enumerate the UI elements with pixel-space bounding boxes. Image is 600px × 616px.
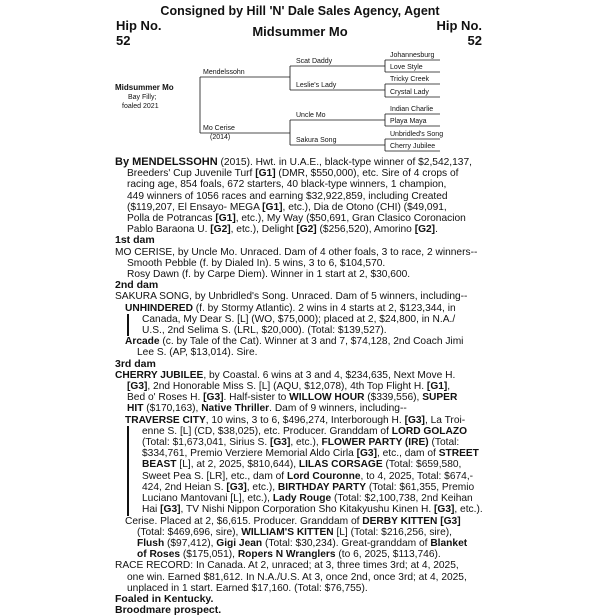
catalog-body — [115, 157, 485, 616]
second-dam-heading: 2nd dam — [115, 279, 159, 292]
grade-badge: [G3] — [356, 448, 377, 460]
horse-name: Blanket — [430, 537, 468, 549]
third-dam-text: (Total: $469,696, sire), — [137, 526, 242, 538]
horse-name: FLOWER PARTY (IRE) — [321, 437, 429, 449]
grade-badge: [G1] — [255, 168, 276, 180]
grade-badge: [G3] — [127, 381, 148, 393]
third-dam-text: (Total: $61,355, Premio — [366, 481, 475, 493]
horse-name: WILLOW HOUR — [289, 392, 365, 404]
race-record: one win. Earned $81,612. In N.A./U.S. At 3, once 2nd, once 3rd; at 4, 2025, — [127, 571, 467, 583]
horse-name: Arcade — [125, 336, 160, 348]
third-dam-text: , 10 wins, 3 to 6, $496,274, Interborough H. — [205, 414, 405, 426]
third-dam-text: [L] (Total: $216,256, sire), — [333, 526, 452, 538]
broodmare-prospect: Broodmare prospect. — [115, 604, 222, 616]
third-dam-text: (Total: $1,673,041, Sirius S. — [142, 437, 270, 449]
consigner-line: Consigned by Hill 'N' Dale Sales Agency, Agent — [160, 4, 440, 18]
grade-badge: [G2] — [296, 224, 317, 236]
pedigree-gen3-5: Indian Charlie — [390, 106, 434, 113]
sire-text: , etc.), My Way ($50,691, Gran Clasico Coronacion — [235, 213, 466, 225]
third-dam-text: (Total: $659,580, — [382, 459, 462, 471]
pedigree-dam: Mo Cerise — [203, 125, 235, 132]
third-dam-text: enne S. [L] (CD, $38,025), etc. Producer. Granddam of — [142, 425, 392, 437]
pedigree-sire-dam: Leslie's Lady — [296, 82, 337, 89]
third-dam-text: Cerise. Placed at 2, $6,615. Producer. Granddam of — [125, 515, 363, 527]
race-record: unplaced in 1 start. Earned $17,160. (Total: $76,755). — [127, 582, 368, 594]
horse-name: STREET — [438, 448, 479, 460]
pedigree-subject: Midsummer Mo — [115, 83, 174, 92]
hip-label: Hip No. — [116, 18, 162, 33]
third-dam-text: ($170,163), — [143, 403, 202, 415]
horse-name: Lord Couronne — [286, 470, 361, 482]
second-dam-text: (c. by Tale of the Cat). Winner at 3 and 7, $74,128, 2nd Coach Jimi — [159, 336, 464, 348]
pedigree-gen3-3: Tricky Creek — [390, 76, 430, 83]
third-dam-text: (to 6, 2025, $113,746). — [335, 549, 441, 561]
pedigree-lines — [0, 0, 600, 160]
grade-badge: [G1] — [262, 201, 283, 213]
pedigree-subject-desc: Bay Filly; — [128, 94, 157, 101]
horse-name-title: Midsummer Mo — [252, 24, 348, 39]
hip-label: Hip No. — [436, 18, 482, 33]
horse-name: LILAS CORSAGE — [298, 459, 383, 471]
sire-text: ($256,520), Amorino — [316, 224, 415, 236]
horse-name: Native Thriller — [201, 403, 270, 415]
sire-text: . — [435, 224, 438, 236]
first-dam-text: Smooth Pebble (f. by Dialed In). 5 wins, 3 to 6, $104,570. — [127, 257, 386, 269]
pedigree-sire-sire: Scat Daddy — [296, 58, 333, 65]
horse-name: Lady Rouge — [272, 493, 332, 505]
pedigree-gen3-1: Johannesburg — [390, 52, 435, 59]
grade-badge: [G1] — [426, 381, 448, 393]
pedigree-gen3-2: Love Style — [390, 64, 423, 71]
pedigree-gen3-7: Unbridled's Song — [390, 131, 444, 138]
horse-name: of Roses — [137, 549, 181, 561]
grade-badge: [G3] — [440, 515, 461, 527]
grade-badge: [G3] — [203, 392, 224, 404]
horse-name: HIT — [127, 403, 144, 415]
third-dam-text: (Total: $2,100,738, 2nd Keihan — [331, 493, 473, 505]
second-dam-text: Canada, My Dear S. [L] (WO, $75,000); placed at 2, $24,800, in N.A./ — [142, 313, 456, 325]
third-dam-text: ($97,412), — [164, 537, 217, 549]
third-dam-text: , etc.), — [290, 437, 322, 449]
third-dam-text: , etc.), — [246, 481, 278, 493]
second-dam-text: SAKURA SONG, by Unbridled's Song. Unraced. Dam of 5 winners, including-- — [115, 291, 468, 303]
race-record: RACE RECORD: In Canada. At 2, unraced; at 3, three times 3rd; at 4, 2025, — [115, 560, 459, 572]
first-dam-heading: 1st dam — [115, 234, 155, 247]
grade-badge: [G3] — [226, 481, 247, 493]
pedigree-dam-sire: Uncle Mo — [296, 112, 326, 119]
first-dam-text: Rosy Dawn (f. by Carpe Diem). Winner in 1 start at 2, $30,600. — [127, 269, 411, 281]
third-dam-text: , by Coastal. 6 wins at 3 and 4, $234,635, Next Move H. — [203, 369, 456, 381]
third-dam-text: , La Troi- — [424, 414, 466, 426]
grade-badge: [G2] — [210, 224, 231, 236]
horse-name: LORD GOLAZO — [391, 425, 468, 437]
grade-badge: [G3] — [434, 504, 455, 516]
second-dam-text: U.S., 2nd Selima S. (LRL, $20,000). (Total: $139,527). — [142, 325, 387, 337]
second-dam-text: Lee S. (AP, $13,014). Sire. — [137, 347, 258, 359]
third-dam-text: Bed o' Roses H. — [127, 392, 204, 404]
sire-text: (2015). Hwt. in U.A.E., black-type winner of $2,542,137, — [217, 157, 472, 168]
third-dam-text: $334,761, Premio Verziere Memorial Aldo Cirla — [142, 448, 357, 460]
grade-badge: [G3] — [269, 437, 291, 449]
second-dam-text: (f. by Stormy Atlantic). 2 wins in 4 starts at 2, $123,344, in — [192, 302, 456, 314]
horse-name: BIRTHDAY PARTY — [277, 481, 367, 493]
sire-text: racing age, 854 foals, 672 starters, 40 black-type winners, 1 champion, — [127, 179, 447, 191]
third-dam-text: , 2nd Honorable Miss S. [L] (AQU, $12,078), 4th Top Flight H. — [147, 381, 427, 393]
third-dam-text: , — [447, 381, 451, 393]
horse-name: Gigi Jean — [216, 537, 263, 549]
grade-badge: [G2] — [414, 224, 436, 236]
horse-name: BEAST — [142, 459, 177, 471]
third-dam-text: ($175,051), — [180, 549, 238, 561]
pedigree-gen3-8: Cherry Jubilee — [390, 143, 436, 150]
grade-badge: [G1] — [215, 213, 236, 225]
sire-text: Pablo Baraona U. — [127, 224, 211, 236]
horse-name: SUPER — [422, 392, 458, 404]
third-dam-text: ($339,556), — [364, 392, 423, 404]
third-dam-text: Sweet Pea S. [LR], etc., dam of — [142, 470, 287, 482]
pedigree-sire: Mendelssohn — [203, 69, 245, 76]
horse-name: CHERRY JUBILEE — [115, 369, 204, 381]
pedigree-subject-foaled: foaled 2021 — [122, 103, 159, 110]
third-dam-text: , etc., dam of — [376, 448, 439, 460]
pedigree-dam-dam: Sakura Song — [296, 137, 337, 144]
third-dam-text: Luciano Mantovani [L], etc.), — [142, 493, 273, 505]
third-dam-text: (Total: $30,234). Great-granddam of — [262, 537, 431, 549]
horse-name: Ropers N Wranglers — [237, 549, 336, 561]
indented-block — [127, 426, 485, 516]
horse-name: Flush — [137, 537, 165, 549]
third-dam-text: . Dam of 9 winners, including-- — [269, 403, 407, 415]
hip-value: 52 — [116, 33, 131, 48]
sire-text: , etc.), Dia de Otono (CHI) ($49,091, — [282, 201, 447, 213]
sire-text: 449 winners of 1056 races and earning $32,922,859, including Created — [127, 190, 448, 202]
horse-name: WILLIAM'S KITTEN — [241, 526, 334, 538]
pedigree-dam-year: (2014) — [210, 134, 231, 141]
third-dam-text: Hai — [142, 504, 161, 516]
third-dam-text: [L], at 2, 2025, $810,644), — [176, 459, 299, 471]
sire-text: ($119,207, El Ensayo- MEGA — [127, 201, 263, 213]
third-dam-text: , etc.). — [454, 504, 483, 516]
sire-intro: By MENDELSSOHN — [115, 156, 218, 168]
hip-value: 52 — [467, 33, 482, 48]
pedigree-gen3-6: Playa Maya — [390, 118, 427, 125]
third-dam-text: (Total: — [428, 437, 460, 449]
third-dam-text: . Half-sister to — [223, 392, 290, 404]
third-dam-text: 424, 2nd Heian S. — [142, 481, 227, 493]
sire-text: Polla de Potrancas — [127, 213, 216, 225]
horse-name: TRAVERSE CITY — [125, 414, 206, 426]
grade-badge: [G3] — [404, 414, 425, 426]
sire-text: , etc.), Delight — [230, 224, 297, 236]
horse-name: DERBY KITTEN — [362, 515, 438, 527]
sire-text: Breeders' Cup Juvenile Turf — [127, 168, 256, 180]
foaled-line: Foaled in Kentucky. — [115, 592, 214, 605]
horse-name: UNHINDERED — [125, 302, 193, 314]
third-dam-text: , TV Nishi Nippon Corporation Sho Kitakyushu Kinen H. — [180, 504, 434, 516]
third-dam-heading: 3rd dam — [115, 357, 156, 370]
third-dam-text: , to 4, 2025, Total: $674,- — [360, 470, 474, 482]
indented-block — [127, 314, 485, 336]
sire-text: (DMR, $550,000), etc. Sire of 4 crops of — [275, 168, 459, 180]
pedigree-gen3-4: Crystal Lady — [390, 89, 429, 96]
sire-paragraph — [115, 157, 485, 235]
grade-badge: [G3] — [160, 504, 181, 516]
first-dam-text: MO CERISE, by Uncle Mo. Unraced. Dam of 4 other foals, 3 to race, 2 winners-- — [115, 246, 478, 258]
